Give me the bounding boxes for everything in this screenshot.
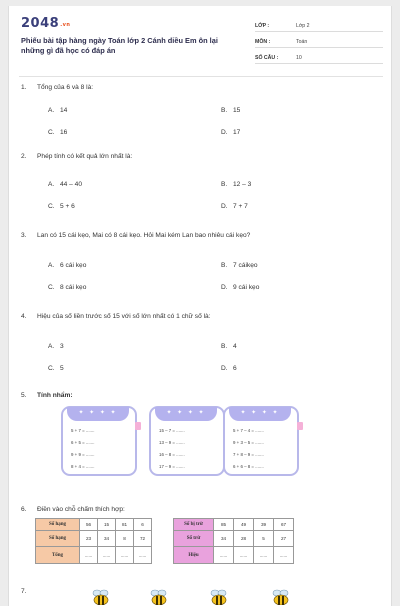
card-header: ✦ ✦ ✦ ✦ xyxy=(155,407,217,421)
worksheet-header xyxy=(21,16,383,74)
table-row xyxy=(36,531,152,547)
option-d[interactable]: D. 7 + 7 xyxy=(221,203,248,210)
math-line[interactable]: 13 – 9 = ....... xyxy=(159,440,185,445)
question-text: Phép tính có kết quả lớn nhất là: xyxy=(37,153,133,160)
option-b[interactable]: B. 7 cáikẹo xyxy=(221,262,258,269)
mental-math-card-3 xyxy=(223,406,299,476)
table-cell: 56 xyxy=(80,519,98,531)
meta-value: 10 xyxy=(296,55,302,61)
question-number: 2. xyxy=(21,153,27,160)
question-number: 7. xyxy=(21,588,27,595)
worksheet-title: Phiếu bài tập hàng ngày Toán lớp 2 Cánh diều Em ôn lại những gì đã học có đáp án xyxy=(21,36,218,55)
question-number: 5. xyxy=(21,392,27,399)
answer-cell[interactable]: ...... xyxy=(80,547,98,564)
table-cell: 85 xyxy=(214,519,234,531)
card-tab xyxy=(135,422,141,430)
meta-class-row xyxy=(255,18,383,32)
question-number: 4. xyxy=(21,313,27,320)
answer-cell[interactable]: ...... xyxy=(98,547,116,564)
answer-cell[interactable]: ...... xyxy=(234,547,254,564)
question-7 xyxy=(21,588,381,600)
table-cell: 49 xyxy=(234,519,254,531)
table-cell: 5 xyxy=(254,531,274,547)
table-row xyxy=(174,547,294,564)
meta-subject-row xyxy=(255,34,383,48)
site-logo[interactable]: 2048.vn xyxy=(21,16,71,31)
math-line[interactable]: 5 + 7 – 4 = ....... xyxy=(233,428,264,433)
question-text: Lan có 15 cái kẹo, Mai có 8 cái kẹo. Hỏi Mai kém Lan bao nhiêu cái kẹo? xyxy=(37,232,251,239)
option-b[interactable]: B. 12 – 3 xyxy=(221,181,252,188)
table-cell: 27 xyxy=(274,531,294,547)
mental-math-card-1 xyxy=(61,406,137,476)
row-header: Số bị trừ xyxy=(174,519,214,531)
table-cell: 34 xyxy=(214,531,234,547)
math-line[interactable]: 9 + 3 – 5 = ....... xyxy=(233,440,264,445)
bee-icon xyxy=(91,589,111,605)
bee-icon xyxy=(149,589,169,605)
table-cell: 15 xyxy=(98,519,116,531)
option-a[interactable]: A. 44 – 40 xyxy=(48,181,82,188)
math-line[interactable]: 15 – 7 = ....... xyxy=(159,428,185,433)
math-line[interactable]: 6 + 5 = ....... xyxy=(71,440,95,445)
row-header: Tổng xyxy=(36,547,80,564)
option-c[interactable]: C. 16 xyxy=(48,129,68,136)
answer-cell[interactable]: ...... xyxy=(254,547,274,564)
answer-cell[interactable]: ...... xyxy=(116,547,134,564)
question-5 xyxy=(21,392,381,482)
option-d[interactable]: D. 6 xyxy=(221,365,237,372)
option-d[interactable]: D. 17 xyxy=(221,129,241,136)
meta-label: SỐ CÂU : xyxy=(255,55,279,61)
option-c[interactable]: C. 8 cái kẹo xyxy=(48,284,87,291)
option-c[interactable]: C. 5 + 6 xyxy=(48,203,75,210)
math-line[interactable]: 8 + 4 = ....... xyxy=(71,464,95,469)
table-cell: 67 xyxy=(274,519,294,531)
answer-cell[interactable]: ...... xyxy=(214,547,234,564)
table-cell: 8 xyxy=(116,531,134,547)
table-cell: 6 xyxy=(134,519,152,531)
option-b[interactable]: B. 4 xyxy=(221,343,237,350)
option-a[interactable]: A. 3 xyxy=(48,343,64,350)
question-text: Tính nhẩm: xyxy=(37,392,73,399)
row-header: Số hạng xyxy=(36,531,80,547)
table-cell: 28 xyxy=(234,531,254,547)
option-c[interactable]: C. 5 xyxy=(48,365,64,372)
table-row xyxy=(174,531,294,547)
bee-icon xyxy=(271,589,291,605)
math-line[interactable]: 5 + 7 = ....... xyxy=(71,428,95,433)
option-b[interactable]: B. 15 xyxy=(221,107,241,114)
worksheet-page xyxy=(8,6,392,606)
row-header: Số trừ xyxy=(174,531,214,547)
meta-count-row xyxy=(255,50,383,64)
table-cell: 72 xyxy=(134,531,152,547)
card-header: ✦ ✦ ✦ ✦ xyxy=(67,407,129,421)
card-tab xyxy=(297,422,303,430)
meta-value: Toán xyxy=(296,39,308,45)
table-cell: 39 xyxy=(254,519,274,531)
math-line[interactable]: 6 + 6 – 8 = ....... xyxy=(233,464,264,469)
table-row xyxy=(36,547,152,564)
table-cell: 34 xyxy=(98,531,116,547)
table-cell: 23 xyxy=(80,531,98,547)
math-line[interactable]: 9 + 9 = ....... xyxy=(71,452,95,457)
meta-label: LỚP : xyxy=(255,23,270,29)
meta-value: Lớp 2 xyxy=(296,23,310,29)
bee-icon xyxy=(209,589,229,605)
option-d[interactable]: D. 9 cái kẹo xyxy=(221,284,260,291)
mental-math-card-2 xyxy=(149,406,225,476)
table-cell: 81 xyxy=(116,519,134,531)
question-text: Hiệu của số liền trước số 15 với số lớn nhất có 1 chữ số là: xyxy=(37,313,211,320)
option-a[interactable]: A. 14 xyxy=(48,107,68,114)
answer-cell[interactable]: ...... xyxy=(274,547,294,564)
math-line[interactable]: 17 – 9 = ....... xyxy=(159,464,185,469)
question-number: 1. xyxy=(21,84,27,91)
math-line[interactable]: 16 – 8 = ....... xyxy=(159,452,185,457)
sum-table xyxy=(35,518,152,564)
math-line[interactable]: 7 + 8 – 9 = ....... xyxy=(233,452,264,457)
row-header: Số hạng xyxy=(36,519,80,531)
worksheet-meta xyxy=(255,18,383,66)
option-a[interactable]: A. 6 cái kẹo xyxy=(48,262,87,269)
row-header: Hiệu xyxy=(174,547,214,564)
header-divider xyxy=(19,76,383,77)
question-text: Điền vào chỗ chấm thích hợp: xyxy=(37,506,125,513)
table-row xyxy=(36,519,152,531)
difference-table xyxy=(173,518,294,564)
table-row xyxy=(174,519,294,531)
answer-cell[interactable]: ...... xyxy=(134,547,152,564)
meta-label: MÔN : xyxy=(255,39,271,45)
question-number: 6. xyxy=(21,506,27,513)
question-text: Tổng của 6 và 8 là: xyxy=(37,84,94,91)
card-header: ✦ ✦ ✦ ✦ xyxy=(229,407,291,421)
question-number: 3. xyxy=(21,232,27,239)
